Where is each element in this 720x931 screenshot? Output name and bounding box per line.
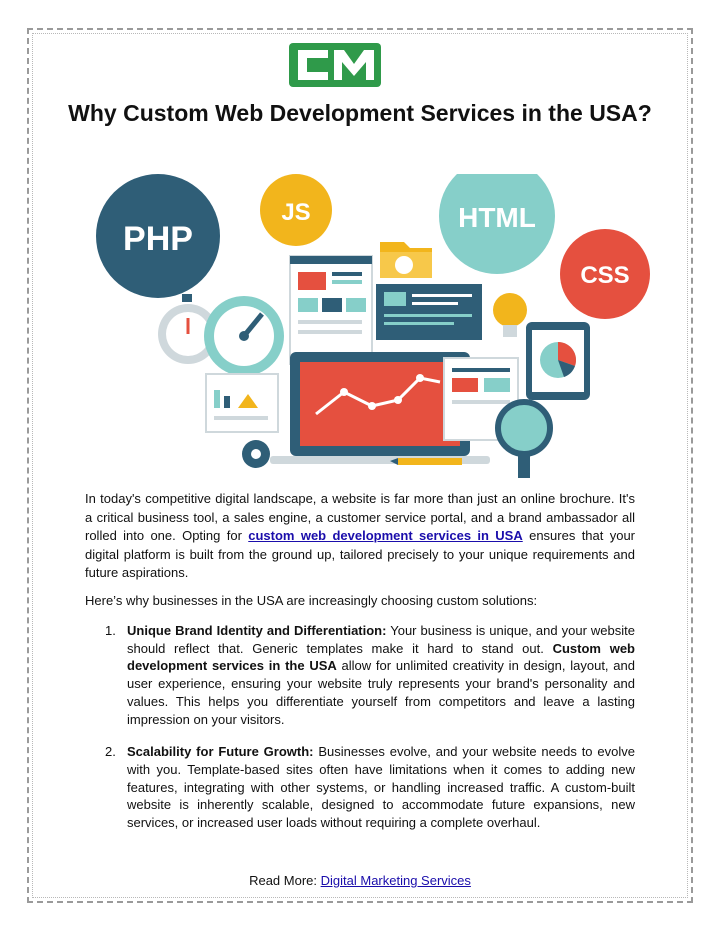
svg-text:PHP: PHP <box>123 220 193 258</box>
list-item-heading: Unique Brand Identity and Differentiation: <box>127 623 387 638</box>
list-item-heading: Scalability for Future Growth: <box>127 744 314 760</box>
read-more <box>0 873 720 888</box>
magnifier-icon <box>498 402 550 478</box>
list-item-text: Businesses evolve, and your website needs to evolve with you. Template-based sites often have limitations when it comes to adding new features, integrating with other systems, or handling increased traffic. A custom-built website is inherently scalable, designed to accommodate future expansions, new services, or increased user loads without requiring a complete overhaul. <box>127 744 635 831</box>
list-item-text: allow for unlimited creativity in design, layout, and user experience, ensuring your website truly represents your brand's personality and values. This helps you differentiate yourself from competitors and leave a lasting impression on your visitors. <box>127 658 635 727</box>
list-item-emphasis: Custom web development services in the USA <box>127 640 635 674</box>
php-badge <box>96 174 220 298</box>
pencil-icon <box>390 458 462 465</box>
svg-text:CSS: CSS <box>580 262 630 289</box>
intro-text-start: In today's competitive digital landscape, a website is far more than just an online brochure. It's a critical business tool, a sales engine, a customer service portal, and a brand ambassador all rolled into one. Opting for <box>85 491 635 543</box>
cm-logo <box>288 42 382 88</box>
read-more-label: Read More: <box>249 873 321 888</box>
custom-web-dev-link[interactable]: custom web development services in USA <box>248 528 523 543</box>
intro-text-end: ensures that your digital platform is built from the ground up, tailored precisely to your unique requirements and future aspirations. <box>85 528 636 580</box>
list-number: 1. <box>105 623 116 638</box>
folder-icon <box>380 242 432 278</box>
list-item-text: Your business is unique, and your website should reflect that. Generic templates make it hard to stand out. <box>127 623 635 656</box>
lightbulb-icon <box>493 293 527 337</box>
webpage-mockup-small <box>206 374 278 432</box>
tablet-chart-icon <box>526 322 590 400</box>
list-number: 2. <box>105 744 116 760</box>
js-badge <box>260 174 332 246</box>
reasons-list <box>85 622 635 847</box>
list-item <box>85 622 635 728</box>
list-item <box>85 743 635 832</box>
html-badge <box>439 174 555 274</box>
code-window <box>376 284 482 340</box>
lead-paragraph: Here’s why businesses in the USA are increasingly choosing custom solutions: <box>85 593 538 608</box>
gauge-icon <box>204 296 284 376</box>
webpage-mockup-left <box>290 256 372 364</box>
css-badge <box>560 229 650 319</box>
gear-icon <box>242 440 270 468</box>
digital-marketing-link[interactable]: Digital Marketing Services <box>320 873 471 888</box>
web-development-illustration <box>94 174 654 478</box>
svg-text:JS: JS <box>281 199 311 226</box>
svg-text:HTML: HTML <box>458 202 536 233</box>
page-title: Why Custom Web Development Services in the USA? <box>68 100 652 126</box>
intro-paragraph <box>85 490 635 583</box>
